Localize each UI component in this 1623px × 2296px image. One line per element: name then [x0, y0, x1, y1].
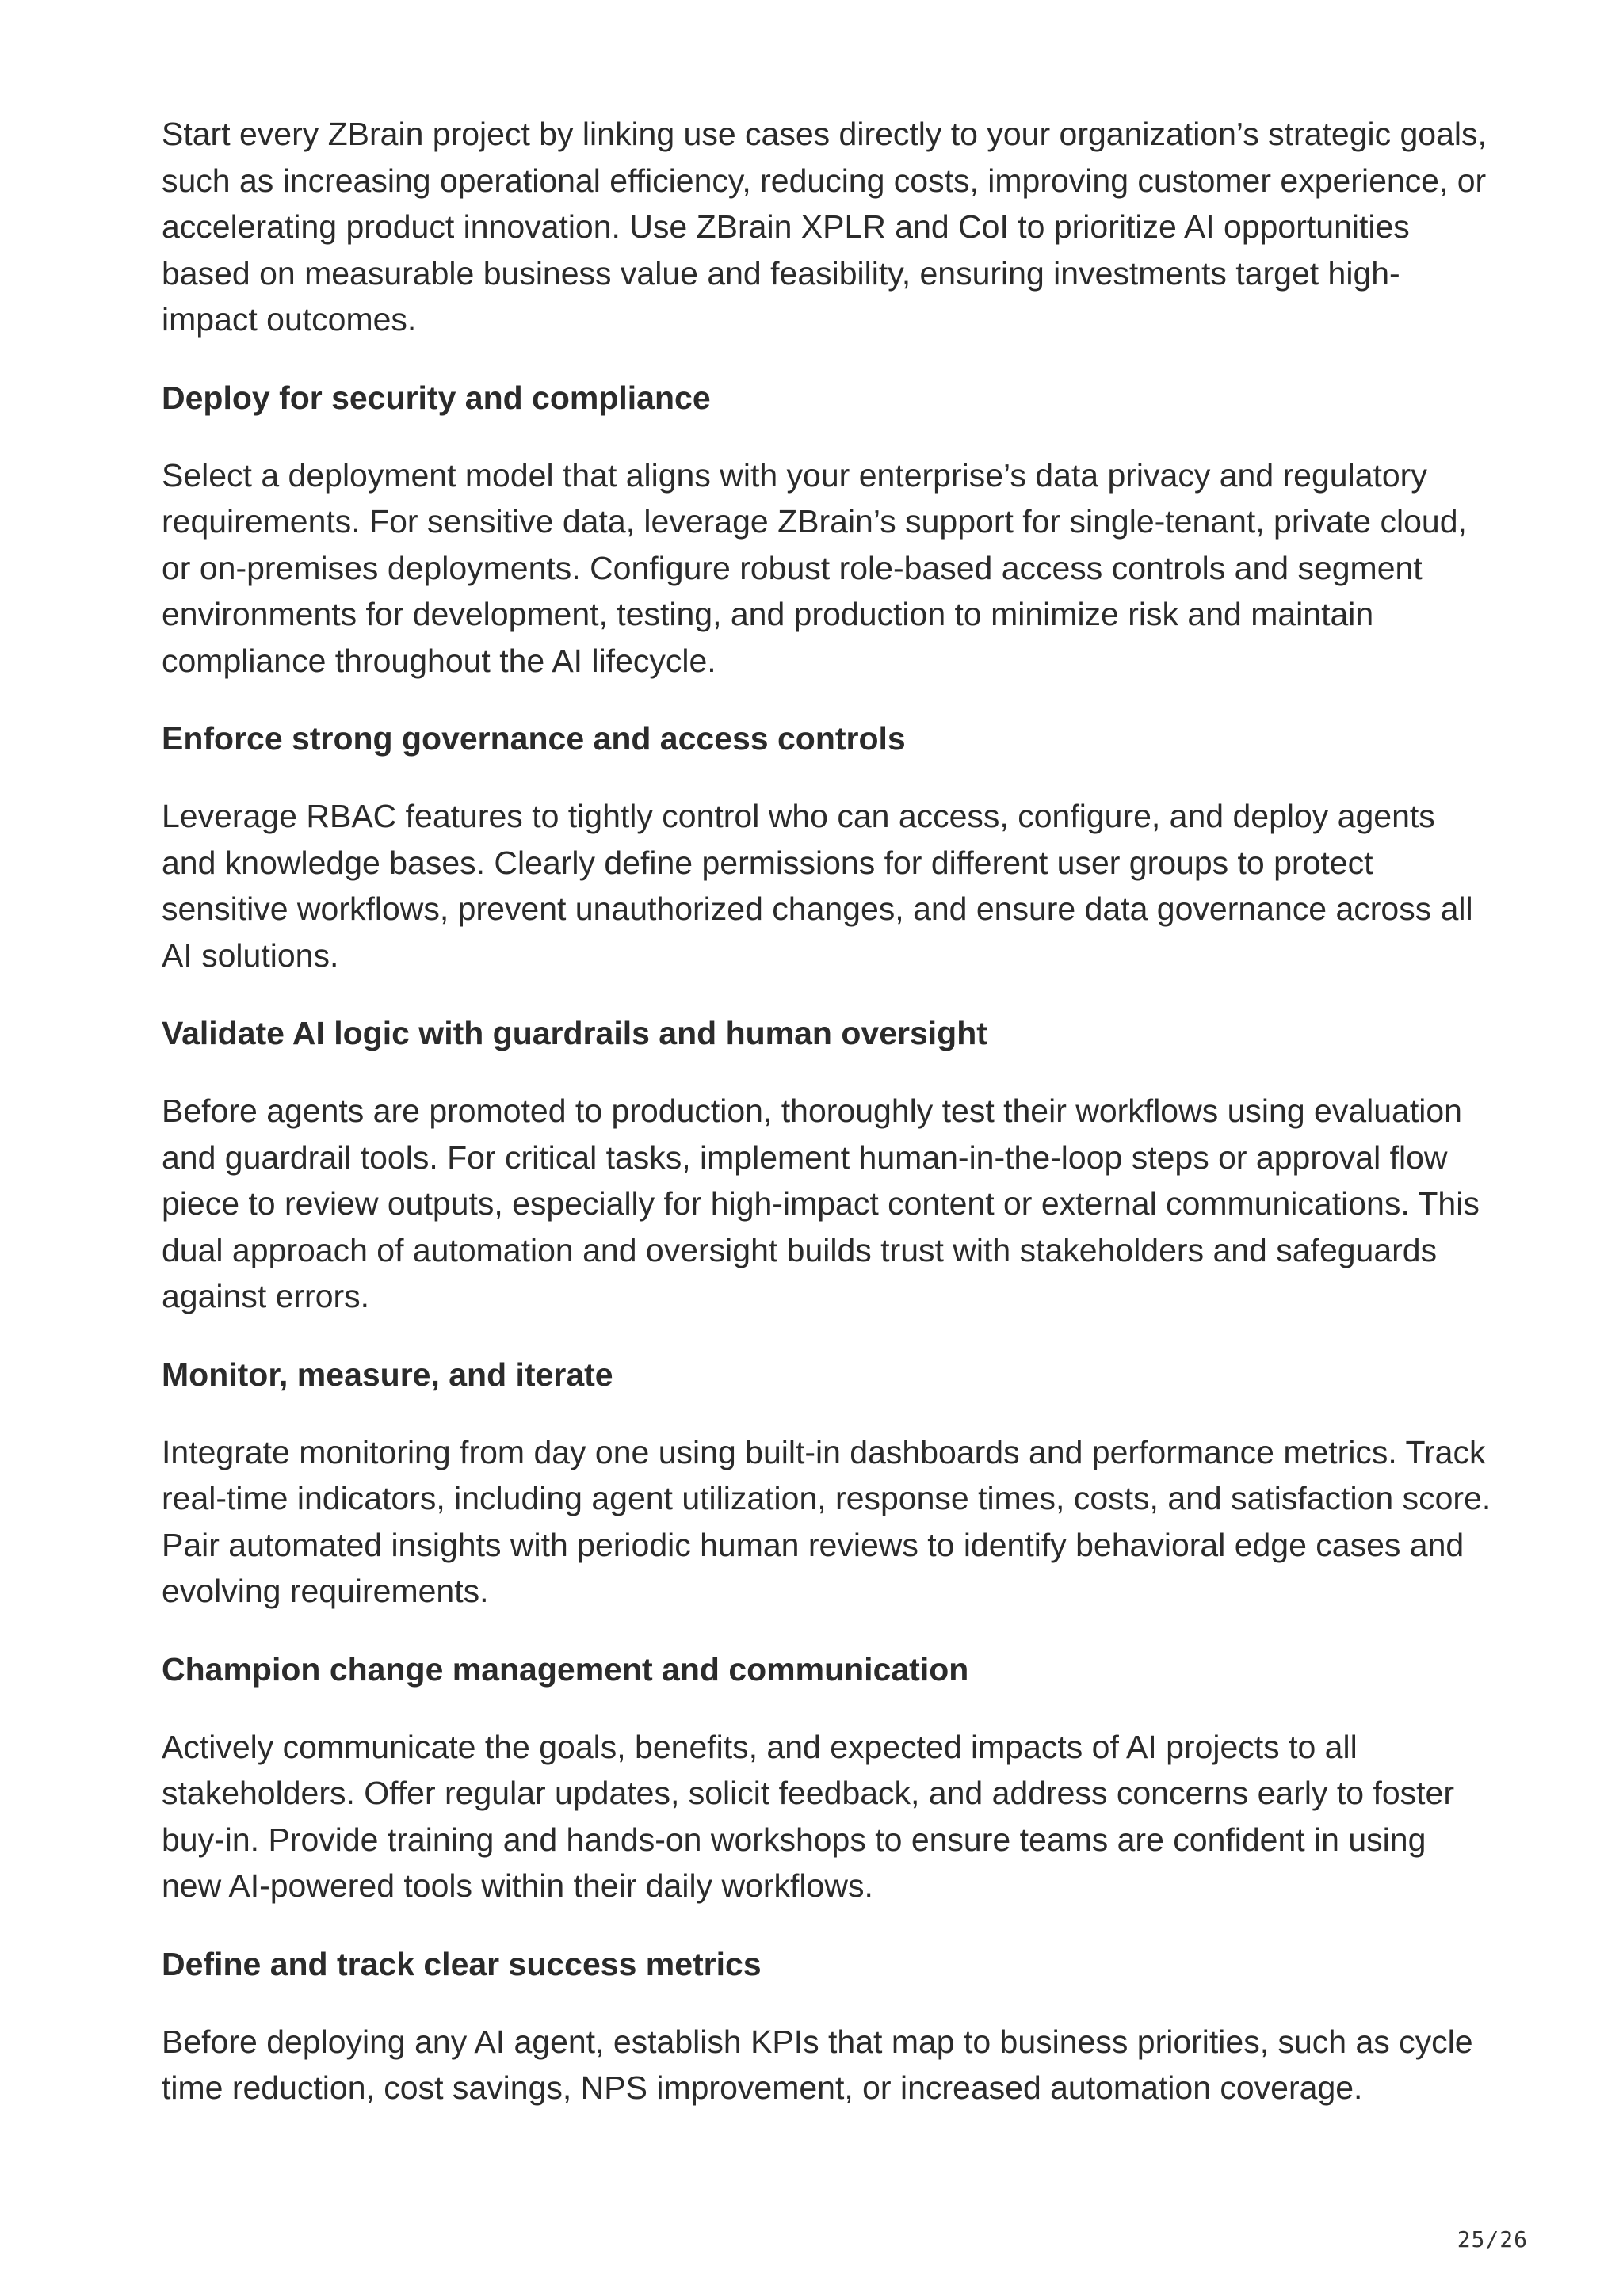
section-heading: Monitor, measure, and iterate — [162, 1356, 613, 1393]
section-paragraph: Before deploying any AI agent, establish KPIs that map to business priorities, such as cycle time reduction, cost savings, NPS improvement, or increased automation coverage. — [162, 2023, 1473, 2106]
section-heading: Define and track clear success metrics — [162, 1945, 762, 1982]
section-paragraph: Select a deployment model that aligns with your enterprise’s data privacy and regulatory requirements. For sensitive data, leverage ZBrain’s support for single-tenant, private cloud, or on-premises deployments. Configure robust role-based access controls and segment environments for development, testing, and production to minimize risk and maintain compliance throughout the AI lifecycle. — [162, 456, 1467, 679]
section-heading: Champion change management and communication — [162, 1650, 969, 1688]
page-number: 25/26 — [1457, 2226, 1528, 2252]
section-paragraph: Leverage RBAC features to tightly control who can access, configure, and deploy agents and knowledge bases. Clearly define permissions for different user groups to protect sensitive workflows, prevent unauthorized changes, and ensure data governance across all AI solutions. — [162, 798, 1473, 974]
document-body — [162, 111, 1493, 2143]
section-paragraph: Before agents are promoted to production, thoroughly test their workflows using evaluation and guardrail tools. For critical tasks, implement human-in-the-loop steps or approval flow piece to review outputs, especially for high-impact content or external communications. This dual approach of automation and oversight builds trust with stakeholders and safeguards against errors. — [162, 1093, 1480, 1314]
section-heading: Validate AI logic with guardrails and human oversight — [162, 1015, 987, 1051]
intro-paragraph: Start every ZBrain project by linking use cases directly to your organization’s strategic goals, such as increasing operational efficiency, reducing costs, improving customer experience, or accelerating product innovation. Use ZBrain XPLR and CoI to prioritize AI opportunities based on measurable business value and feasibility, ensuring investments target high-impact outcomes. — [162, 116, 1487, 338]
section-paragraph: Actively communicate the goals, benefits, and expected impacts of AI projects to all stakeholders. Offer regular updates, solicit feedback, and address concerns early to foster buy-in. Provide training and hands-on workshops to ensure teams are confident in using new AI-powered tools within their daily workflows. — [162, 1728, 1455, 1904]
section-heading: Enforce strong governance and access controls — [162, 720, 906, 757]
section-paragraph: Integrate monitoring from day one using built-in dashboards and performance metrics. Track real-time indicators, including agent utilization, response times, costs, and satisfaction score. Pair automated insights with periodic human reviews to identify behavioral edge cases and evolving requirements. — [162, 1433, 1491, 1609]
section-heading: Deploy for security and compliance — [162, 379, 711, 416]
